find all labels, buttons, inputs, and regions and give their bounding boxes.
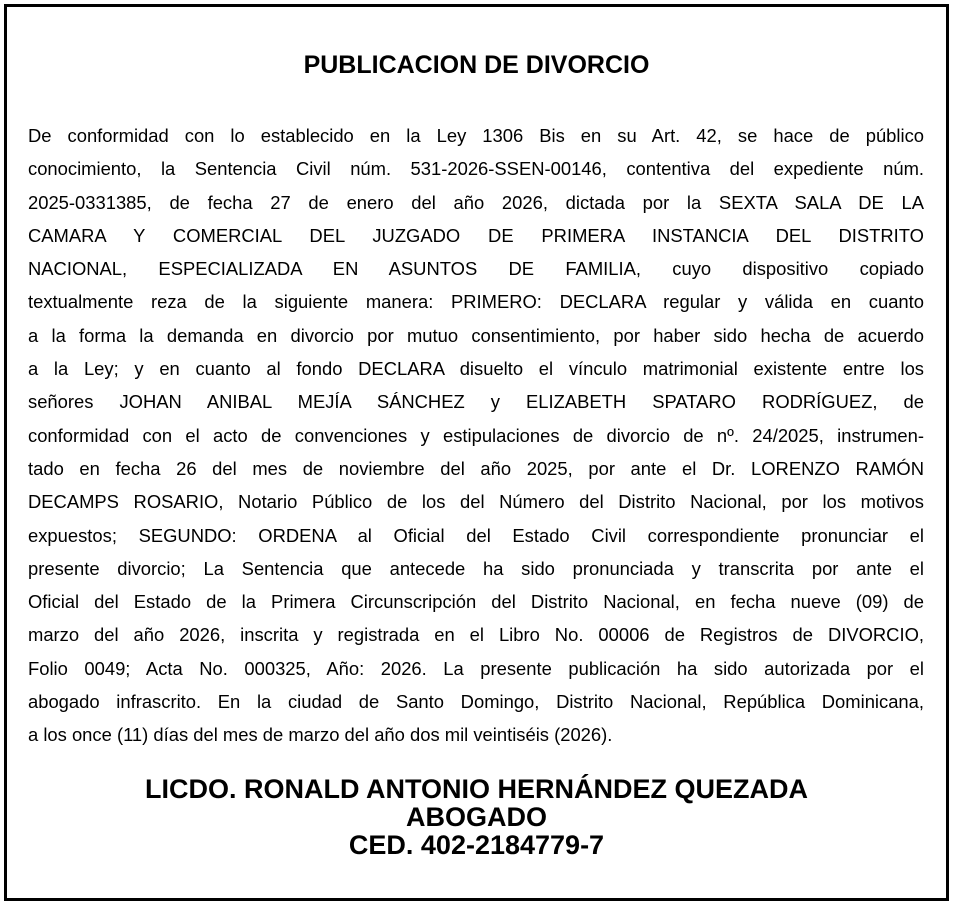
body-line-last: a los once (11) días del mes de marzo del año dos mil veintiséis (2026). <box>28 724 613 746</box>
legal-notice <box>4 4 949 901</box>
body-line: tado en fecha 26 del mes de noviembre del año 2025, por ante el Dr. LORENZO RAMÓN <box>28 457 924 479</box>
body-line: conformidad con el acto de convenciones y estipulaciones de divorcio de nº. 24/2025, instrumen- <box>28 424 924 446</box>
signer-role: ABOGADO <box>406 802 547 832</box>
body-line: textualmente reza de la siguiente manera: PRIMERO: DECLARA regular y válida en cuanto <box>28 291 924 313</box>
body-line: DECAMPS ROSARIO, Notario Público de los del Número del Distrito Nacional, por los motivos <box>28 491 924 513</box>
body-line: 2025-0331385, de fecha 27 de enero del año 2026, dictada por la SEXTA SALA DE LA <box>28 191 924 213</box>
body-line: a la Ley; y en cuanto al fondo DECLARA disuelto el vínculo matrimonial existente entre los <box>28 358 924 380</box>
body-line: presente divorcio; La Sentencia que antecede ha sido pronunciada y transcrita por ante el <box>28 557 924 579</box>
signer-id: CED. 402-2184779-7 <box>348 830 605 860</box>
body-line: señores JOHAN ANIBAL MEJÍA SÁNCHEZ y ELIZABETH SPATARO RODRÍGUEZ, de <box>28 391 924 413</box>
signer-name: LICDO. RONALD ANTONIO HERNÁNDEZ QUEZADA <box>145 774 808 804</box>
body-line: Folio 0049; Acta No. 000325, Año: 2026. La presente publicación ha sido autorizada por el <box>28 657 924 679</box>
body-line: a la forma la demanda en divorcio por mutuo consentimiento, por haber sido hecha de acuerdo <box>28 324 924 346</box>
body-line: De conformidad con lo establecido en la Ley 1306 Bis en su Art. 42, se hace de público <box>28 125 924 146</box>
notice-body <box>28 119 924 752</box>
body-line: Oficial del Estado de la Primera Circunscripción del Distrito Nacional, en fecha nueve (09) de <box>28 591 924 613</box>
body-line: conocimiento, la Sentencia Civil núm. 531-2026-SSEN-00146, contentiva del expediente núm. <box>28 158 924 180</box>
notice-title: PUBLICACION DE DIVORCIO <box>303 51 650 79</box>
body-line: CAMARA Y COMERCIAL DEL JUZGADO DE PRIMERA INSTANCIA DEL DISTRITO <box>28 224 924 246</box>
body-line: abogado infrascrito. En la ciudad de Santo Domingo, Distrito Nacional, República Dominicana, <box>28 691 924 713</box>
body-line: marzo del año 2026, inscrita y registrada en el Libro No. 00006 de Registros de DIVORCIO, <box>28 624 924 646</box>
body-line: NACIONAL, ESPECIALIZADA EN ASUNTOS DE FAMILIA, cuyo dispositivo copiado <box>28 258 924 280</box>
signature-block <box>7 775 946 859</box>
body-line: expuestos; SEGUNDO: ORDENA al Oficial del Estado Civil correspondiente pronunciar el <box>28 524 924 546</box>
